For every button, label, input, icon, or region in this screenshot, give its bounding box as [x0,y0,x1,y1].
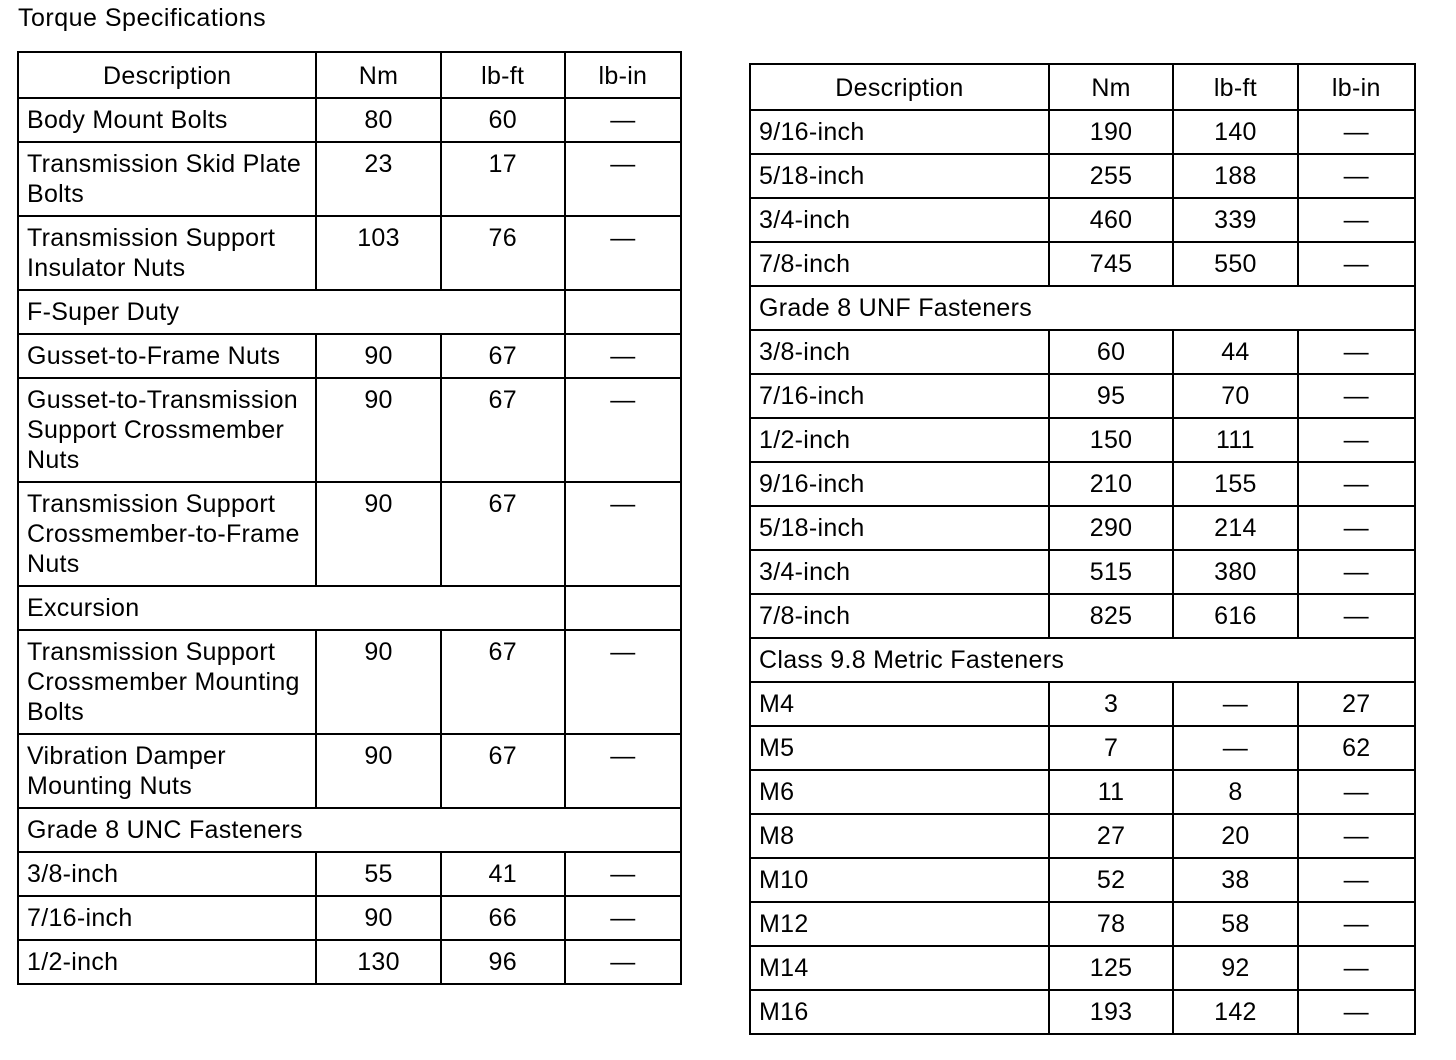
section-label: Class 9.8 Metric Fasteners [750,638,1415,682]
lb-ft-cell: — [1173,682,1297,726]
lb-ft-cell: 188 [1173,154,1297,198]
nm-cell: 95 [1049,374,1173,418]
lb-in-cell: — [1298,550,1415,594]
table-row [750,374,1415,418]
table-row [18,378,681,482]
nm-cell: 3 [1049,682,1173,726]
lb-ft-cell: 41 [441,852,565,896]
table-row [18,896,681,940]
lb-ft-cell: 339 [1173,198,1297,242]
nm-cell: 23 [316,142,440,216]
lb-ft-cell: 214 [1173,506,1297,550]
page-title: Torque Specifications [18,4,267,32]
lb-ft-cell: 67 [441,630,565,734]
lb-in-cell: — [1298,374,1415,418]
description-cell: 9/16-inch [750,110,1049,154]
lb-in-cell: — [1298,506,1415,550]
lb-in-cell: — [565,896,681,940]
table-row [750,946,1415,990]
header-description: Description [18,52,316,98]
lb-ft-cell: 616 [1173,594,1297,638]
lb-in-cell: — [565,482,681,586]
lb-ft-cell: 67 [441,378,565,482]
nm-cell: 90 [316,896,440,940]
nm-cell: 290 [1049,506,1173,550]
lb-in-cell: 62 [1298,726,1415,770]
lb-ft-cell: 96 [441,940,565,984]
nm-cell: 193 [1049,990,1173,1034]
lb-ft-cell: 60 [441,98,565,142]
lb-in-cell: — [1298,462,1415,506]
lb-ft-cell: 58 [1173,902,1297,946]
lb-in-cell: — [565,142,681,216]
description-cell: 7/16-inch [750,374,1049,418]
description-cell: M12 [750,902,1049,946]
lb-in-cell: — [1298,858,1415,902]
description-cell: M6 [750,770,1049,814]
header-lb-ft: lb-ft [1173,64,1297,110]
lb-in-cell: — [1298,814,1415,858]
lb-in-cell: — [1298,990,1415,1034]
table-row [750,110,1415,154]
table-row [750,550,1415,594]
description-cell: Transmission Support Crossmember-to-Frame Nuts [18,482,316,586]
lb-ft-cell: 140 [1173,110,1297,154]
table-row [750,462,1415,506]
table-row [18,142,681,216]
description-cell: Body Mount Bolts [18,98,316,142]
lb-in-cell: — [565,734,681,808]
lb-in-cell: — [565,378,681,482]
header-description: Description [750,64,1049,110]
lb-in-cell: — [1298,198,1415,242]
nm-cell: 27 [1049,814,1173,858]
lb-in-cell: — [1298,770,1415,814]
table-row [750,858,1415,902]
lb-ft-cell: 142 [1173,990,1297,1034]
lb-ft-cell: 67 [441,482,565,586]
lb-ft-cell: 550 [1173,242,1297,286]
lb-ft-cell: 8 [1173,770,1297,814]
nm-cell: 55 [316,852,440,896]
lb-ft-cell: 92 [1173,946,1297,990]
section-label: Grade 8 UNF Fasteners [750,286,1415,330]
description-cell: Transmission Support Crossmember Mounting Bolts [18,630,316,734]
nm-cell: 515 [1049,550,1173,594]
lb-ft-cell: 67 [441,734,565,808]
nm-cell: 150 [1049,418,1173,462]
description-cell: M4 [750,682,1049,726]
description-cell: 3/4-inch [750,198,1049,242]
lb-in-cell: — [565,852,681,896]
description-cell: M10 [750,858,1049,902]
table-row [750,154,1415,198]
lb-ft-cell: 380 [1173,550,1297,594]
table-row [750,506,1415,550]
table-row [750,770,1415,814]
nm-cell: 90 [316,482,440,586]
section-label: Grade 8 UNC Fasteners [18,808,681,852]
lb-ft-cell: 111 [1173,418,1297,462]
description-cell: 7/16-inch [18,896,316,940]
description-cell: Vibration Damper Mounting Nuts [18,734,316,808]
lb-ft-cell: 17 [441,142,565,216]
section-row [18,586,681,630]
nm-cell: 78 [1049,902,1173,946]
description-cell: M16 [750,990,1049,1034]
table-row [750,682,1415,726]
nm-cell: 52 [1049,858,1173,902]
section-row [18,808,681,852]
nm-cell: 460 [1049,198,1173,242]
nm-cell: 255 [1049,154,1173,198]
description-cell: Gusset-to-Frame Nuts [18,334,316,378]
table-row [750,418,1415,462]
lb-in-cell: — [565,216,681,290]
table-row [18,630,681,734]
nm-cell: 90 [316,630,440,734]
table-row [18,334,681,378]
description-cell: M5 [750,726,1049,770]
nm-cell: 210 [1049,462,1173,506]
nm-cell: 103 [316,216,440,290]
lb-in-cell: — [1298,418,1415,462]
torque-table-left [17,51,682,985]
nm-cell: 90 [316,378,440,482]
table-row [750,902,1415,946]
table-row [18,98,681,142]
lb-in-cell: 27 [1298,682,1415,726]
description-cell: 1/2-inch [18,940,316,984]
nm-cell: 11 [1049,770,1173,814]
lb-ft-cell: — [1173,726,1297,770]
lb-in-cell: — [565,98,681,142]
nm-cell: 90 [316,734,440,808]
empty-cell [565,290,681,334]
nm-cell: 190 [1049,110,1173,154]
header-nm: Nm [1049,64,1173,110]
description-cell: 3/4-inch [750,550,1049,594]
lb-ft-cell: 20 [1173,814,1297,858]
lb-ft-cell: 155 [1173,462,1297,506]
section-row [750,638,1415,682]
lb-in-cell: — [1298,110,1415,154]
lb-ft-cell: 70 [1173,374,1297,418]
header-lb-in: lb-in [1298,64,1415,110]
table-row [750,594,1415,638]
section-label: F-Super Duty [18,290,565,334]
table-row [18,216,681,290]
lb-in-cell: — [1298,594,1415,638]
header-lb-ft: lb-ft [441,52,565,98]
table-row [18,482,681,586]
header-row [18,52,681,98]
section-label: Excursion [18,586,565,630]
lb-in-cell: — [1298,242,1415,286]
torque-table-right [749,63,1416,1035]
nm-cell: 745 [1049,242,1173,286]
table-row [750,990,1415,1034]
section-row [750,286,1415,330]
description-cell: 9/16-inch [750,462,1049,506]
lb-in-cell: — [565,630,681,734]
description-cell: Transmission Skid Plate Bolts [18,142,316,216]
nm-cell: 125 [1049,946,1173,990]
lb-in-cell: — [1298,946,1415,990]
lb-in-cell: — [1298,154,1415,198]
description-cell: 7/8-inch [750,242,1049,286]
table-row [750,330,1415,374]
description-cell: M14 [750,946,1049,990]
table-row [750,814,1415,858]
description-cell: 7/8-inch [750,594,1049,638]
empty-cell [565,586,681,630]
description-cell: Gusset-to-Transmission Support Crossmember Nuts [18,378,316,482]
lb-ft-cell: 76 [441,216,565,290]
header-lb-in: lb-in [565,52,681,98]
description-cell: 5/18-inch [750,506,1049,550]
lb-ft-cell: 66 [441,896,565,940]
nm-cell: 60 [1049,330,1173,374]
lb-ft-cell: 38 [1173,858,1297,902]
header-nm: Nm [316,52,440,98]
nm-cell: 7 [1049,726,1173,770]
lb-ft-cell: 67 [441,334,565,378]
description-cell: Transmission Support Insulator Nuts [18,216,316,290]
lb-in-cell: — [1298,330,1415,374]
description-cell: 3/8-inch [18,852,316,896]
table-row [750,242,1415,286]
nm-cell: 90 [316,334,440,378]
lb-in-cell: — [565,940,681,984]
lb-ft-cell: 44 [1173,330,1297,374]
nm-cell: 80 [316,98,440,142]
table-row [18,852,681,896]
table-row [18,734,681,808]
description-cell: M8 [750,814,1049,858]
description-cell: 3/8-inch [750,330,1049,374]
description-cell: 1/2-inch [750,418,1049,462]
description-cell: 5/18-inch [750,154,1049,198]
header-row [750,64,1415,110]
table-row [750,726,1415,770]
lb-in-cell: — [1298,902,1415,946]
nm-cell: 825 [1049,594,1173,638]
table-row [18,940,681,984]
lb-in-cell: — [565,334,681,378]
section-row [18,290,681,334]
nm-cell: 130 [316,940,440,984]
table-row [750,198,1415,242]
